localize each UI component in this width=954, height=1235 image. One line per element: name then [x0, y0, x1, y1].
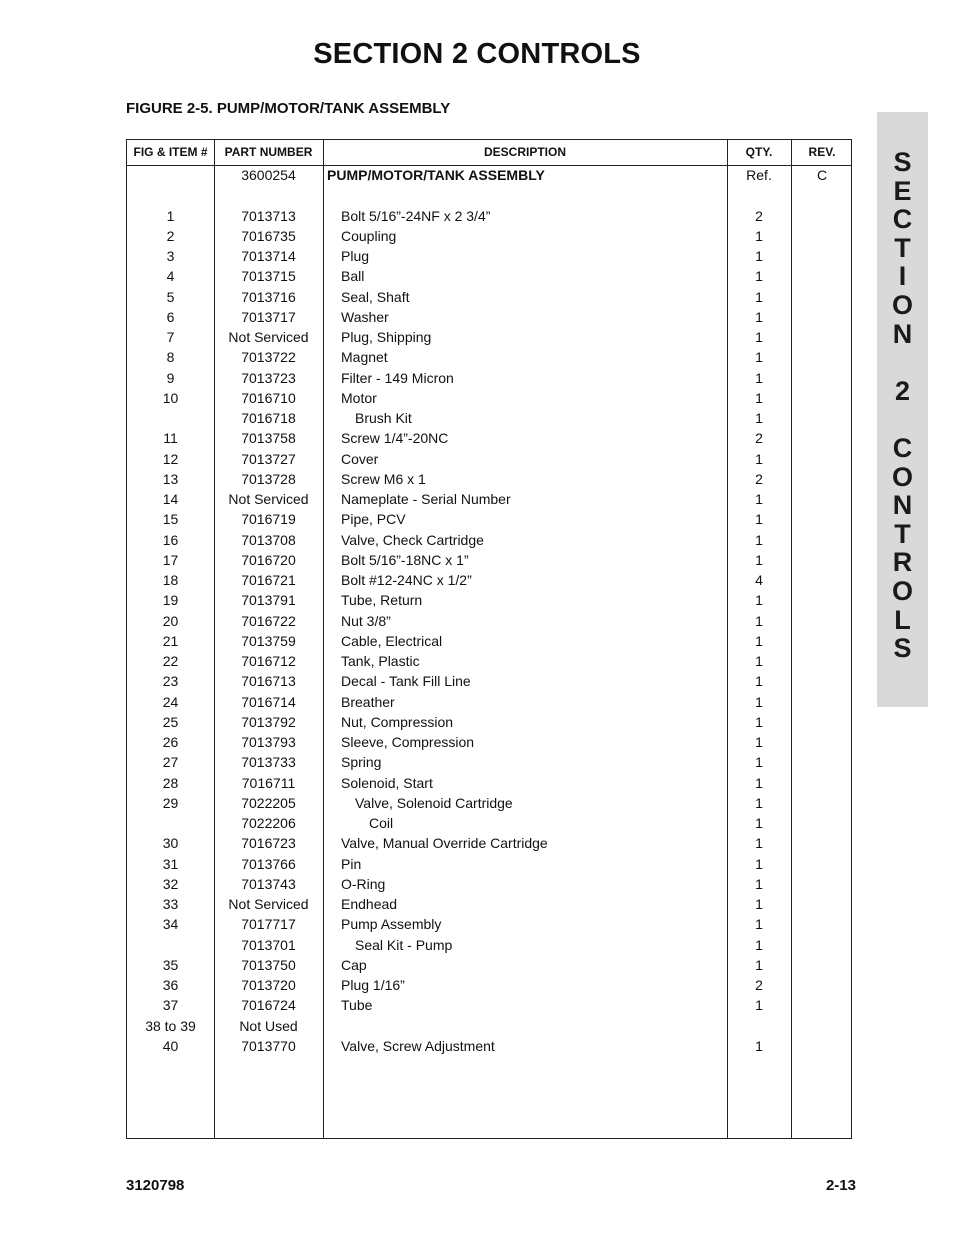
row-qty: 1 — [755, 997, 763, 1014]
row-fig-item: 23 — [162, 673, 179, 690]
row-part-number: 7016718 — [241, 410, 296, 426]
row-fig-item: 5 — [166, 288, 175, 305]
row-rev — [791, 530, 853, 550]
parts-table — [126, 139, 852, 1139]
side-tab-letter: R — [892, 547, 913, 578]
row-rev — [791, 1016, 853, 1036]
row-part-number: 7013770 — [241, 1037, 296, 1054]
row-fig-item: 30 — [162, 835, 179, 852]
row-rev — [791, 1036, 853, 1056]
row-qty: 1 — [755, 916, 763, 933]
side-tab-letter: 2 — [894, 375, 911, 406]
row-description: Breather — [341, 693, 395, 710]
table-row — [127, 813, 851, 833]
row-part-number: 7013759 — [241, 632, 296, 649]
row-description: Valve, Screw Adjustment — [341, 1037, 495, 1054]
row-rev — [791, 854, 853, 874]
row-qty: 1 — [755, 754, 763, 771]
row-fig-item: 1 — [166, 207, 175, 224]
row-fig-item: 9 — [166, 369, 175, 386]
side-tab-letter — [899, 348, 907, 377]
row-qty: 1 — [755, 248, 763, 264]
row-description: Seal Kit - Pump — [355, 936, 453, 953]
row-rev — [791, 692, 853, 712]
row-part-number: 7016714 — [241, 693, 296, 710]
row-rev — [791, 773, 853, 793]
row-description: Seal, Shaft — [341, 288, 410, 305]
row-part-number: 7016721 — [241, 572, 296, 588]
table-row — [127, 611, 851, 631]
table-row — [127, 327, 851, 347]
row-description: Tank, Plastic — [341, 653, 420, 669]
row-fig-item: 4 — [166, 268, 175, 285]
row-qty: 4 — [755, 572, 763, 588]
row-rev — [791, 894, 853, 914]
side-tab-letter: T — [894, 518, 911, 549]
row-rev — [791, 631, 853, 651]
row-qty: 1 — [755, 592, 763, 609]
row-fig-item: 28 — [162, 774, 179, 791]
row-description: Bolt 5/16”-24NF x 2 3/4” — [341, 207, 491, 224]
side-tab-letter: I — [898, 261, 907, 292]
row-rev — [791, 307, 853, 327]
side-tab-letter: O — [891, 289, 913, 320]
row-fig-item: 37 — [162, 997, 179, 1014]
side-tab-letter: O — [891, 575, 913, 606]
row-fig-item — [127, 813, 214, 833]
row-description: PUMP/MOTOR/TANK ASSEMBLY — [327, 167, 545, 183]
table-row — [127, 874, 851, 894]
table-row — [127, 226, 851, 246]
row-description: Washer — [341, 308, 389, 325]
row-fig-item: 34 — [162, 916, 179, 933]
table-row — [127, 732, 851, 752]
row-rev — [791, 793, 853, 813]
row-fig-item: 14 — [162, 491, 179, 507]
row-description: Nut, Compression — [341, 713, 454, 730]
row-part-number: Not Serviced — [228, 491, 309, 507]
row-description: Valve, Solenoid Cartridge — [355, 794, 513, 811]
table-row — [127, 914, 851, 934]
side-tab-letter: S — [893, 147, 912, 177]
row-description: Pin — [341, 855, 362, 872]
row-rev — [791, 955, 853, 975]
row-rev — [791, 347, 853, 367]
row-part-number: Not Serviced — [228, 329, 309, 345]
row-qty — [727, 1016, 791, 1036]
row-qty: 1 — [755, 956, 763, 973]
row-qty: 2 — [755, 977, 763, 993]
page-title: SECTION 2 CONTROLS — [313, 38, 641, 70]
row-qty: 1 — [755, 653, 763, 669]
row-description: Coil — [369, 815, 394, 831]
row-fig-item: 36 — [162, 977, 179, 993]
row-description: Filter - 149 Micron — [341, 369, 454, 386]
row-fig-item: 27 — [162, 754, 179, 771]
row-description: Cap — [341, 956, 367, 973]
row-fig-item — [127, 935, 214, 955]
row-fig-item: 17 — [162, 551, 179, 568]
table-row — [127, 530, 851, 550]
table-row — [127, 1016, 851, 1036]
row-fig-item: 40 — [162, 1037, 179, 1054]
row-description: Screw M6 x 1 — [341, 470, 426, 487]
row-qty: 1 — [755, 288, 763, 305]
row-rev — [791, 611, 853, 631]
row-rev — [791, 206, 853, 226]
row-rev — [791, 469, 853, 489]
table-header-row — [127, 140, 851, 166]
table-row — [127, 287, 851, 307]
row-qty: 1 — [755, 227, 763, 244]
row-qty: 1 — [755, 308, 763, 325]
header-description: DESCRIPTION — [483, 145, 566, 159]
side-tab-letter: C — [892, 432, 913, 463]
row-part-number: 7013750 — [241, 956, 296, 973]
row-qty: 1 — [755, 936, 763, 953]
row-qty: 1 — [755, 734, 763, 750]
row-qty: 1 — [755, 551, 763, 568]
side-tab-letter: T — [894, 232, 911, 263]
row-rev — [791, 935, 853, 955]
row-rev — [791, 489, 853, 509]
row-fig-item: 22 — [162, 653, 179, 669]
row-qty: 1 — [755, 774, 763, 791]
row-fig-item: 7 — [166, 329, 175, 345]
row-qty: Ref. — [746, 167, 772, 183]
table-row — [127, 712, 851, 732]
row-qty: 1 — [755, 491, 763, 507]
row-description: Pipe, PCV — [341, 511, 406, 528]
table-row — [127, 590, 851, 610]
row-rev — [791, 732, 853, 752]
header-qty: QTY. — [745, 145, 773, 159]
row-rev — [791, 914, 853, 934]
row-part-number: 7013714 — [241, 248, 296, 264]
row-fig-item: 38 to 39 — [145, 1017, 196, 1034]
row-part-number: 7013792 — [241, 713, 296, 730]
row-fig-item: 26 — [162, 734, 179, 750]
row-qty: 1 — [755, 410, 763, 426]
row-description: Pump Assembly — [341, 916, 442, 933]
row-fig-item: 31 — [162, 855, 179, 872]
row-part-number: 7013720 — [241, 977, 296, 993]
row-rev — [791, 408, 853, 428]
side-tab-letter: S — [893, 633, 912, 664]
row-description: Solenoid, Start — [341, 774, 433, 791]
row-fig-item: 21 — [162, 632, 179, 649]
row-rev — [791, 712, 853, 732]
row-description: Endhead — [341, 896, 398, 912]
row-rev — [791, 266, 853, 286]
row-description: Plug — [341, 248, 370, 264]
row-fig-item: 33 — [162, 896, 179, 912]
row-part-number: 7022205 — [241, 794, 296, 811]
row-fig-item: 20 — [162, 612, 179, 629]
row-rev: C — [816, 167, 828, 183]
row-part-number: Not Used — [239, 1017, 298, 1034]
row-rev — [791, 246, 853, 266]
row-qty: 1 — [755, 369, 763, 386]
table-row — [127, 692, 851, 712]
row-fig-item: 24 — [162, 693, 179, 710]
row-rev — [791, 509, 853, 529]
figure-title: FIGURE 2-5. PUMP/MOTOR/TANK ASSEMBLY — [126, 100, 451, 117]
row-fig-item: 35 — [162, 956, 179, 973]
row-fig-item: 10 — [162, 389, 179, 406]
row-description: Magnet — [341, 349, 388, 366]
header-part-number: PART NUMBER — [224, 145, 313, 159]
section-side-tab — [877, 112, 928, 707]
row-fig-item — [127, 408, 214, 428]
row-description: Brush Kit — [355, 410, 412, 426]
row-qty: 2 — [755, 470, 763, 487]
row-qty: 1 — [755, 329, 763, 345]
row-part-number: 7016711 — [241, 774, 296, 791]
table-row — [127, 408, 851, 428]
page-number: 2-13 — [825, 1177, 856, 1194]
table-row — [127, 833, 851, 853]
table-row — [127, 935, 851, 955]
side-tab-letters — [877, 148, 928, 663]
row-qty: 1 — [755, 612, 763, 629]
row-part-number: 3600254 — [241, 167, 296, 183]
row-part-number: 7017717 — [241, 916, 296, 933]
row-rev — [791, 813, 853, 833]
table-row — [127, 793, 851, 813]
side-tab-letter: N — [892, 490, 913, 521]
row-qty: 1 — [755, 389, 763, 406]
row-rev — [791, 833, 853, 853]
row-description: O-Ring — [341, 875, 386, 892]
row-qty: 1 — [755, 673, 763, 690]
row-qty: 1 — [755, 450, 763, 467]
row-qty: 1 — [755, 713, 763, 730]
row-rev — [791, 368, 853, 388]
row-rev — [791, 428, 853, 448]
table-row — [127, 752, 851, 772]
row-description: Tube — [341, 997, 373, 1014]
row-description — [323, 1016, 727, 1036]
row-rev — [791, 995, 853, 1015]
row-fig-item: 29 — [162, 794, 179, 811]
table-row — [127, 449, 851, 469]
row-fig-item: 6 — [166, 308, 175, 325]
side-tab-letter: E — [893, 175, 912, 206]
row-fig-item: 16 — [162, 531, 179, 548]
table-row — [127, 347, 851, 367]
row-part-number: 7013722 — [241, 349, 296, 366]
row-description: Decal - Tank Fill Line — [341, 673, 471, 690]
row-description: Cable, Electrical — [341, 632, 443, 649]
row-part-number: 7013733 — [241, 754, 296, 771]
row-part-number: 7016713 — [241, 673, 296, 690]
row-fig-item: 32 — [162, 875, 179, 892]
row-part-number: 7016724 — [241, 997, 296, 1014]
document-number: 3120798 — [126, 1177, 185, 1194]
table-row — [127, 206, 851, 226]
row-part-number: 7013701 — [241, 936, 296, 953]
table-row — [127, 266, 851, 286]
side-tab-letter: N — [892, 318, 913, 349]
row-fig-item: 11 — [163, 430, 178, 447]
row-fig-item: 15 — [162, 511, 179, 528]
table-row — [127, 975, 851, 995]
table-row — [127, 773, 851, 793]
table-row — [127, 651, 851, 671]
header-fig-item: FIG & ITEM # — [133, 145, 208, 159]
row-rev — [791, 752, 853, 772]
row-part-number: 7016712 — [241, 653, 296, 669]
row-fig-item: 25 — [162, 713, 179, 730]
table-row — [127, 489, 851, 509]
row-description: Motor — [341, 389, 377, 406]
row-qty: 1 — [755, 835, 763, 852]
table-row — [127, 428, 851, 448]
row-qty: 1 — [755, 632, 763, 649]
row-qty: 1 — [755, 349, 763, 366]
row-description: Bolt 5/16”-18NC x 1” — [341, 551, 469, 568]
table-row — [127, 955, 851, 975]
row-qty: 1 — [755, 693, 763, 710]
row-part-number: 7013713 — [241, 207, 296, 224]
row-part-number: 7016722 — [241, 612, 296, 629]
row-description: Nameplate - Serial Number — [341, 491, 511, 507]
table-row — [127, 307, 851, 327]
side-tab-letter: L — [894, 604, 911, 635]
table-row — [127, 368, 851, 388]
header-rev: REV. — [808, 145, 836, 159]
side-tab-letter: O — [891, 461, 913, 492]
table-row — [127, 469, 851, 489]
row-description: Nut 3/8” — [341, 612, 391, 629]
row-description: Valve, Manual Override Cartridge — [341, 835, 548, 852]
row-part-number: 7016710 — [241, 389, 296, 406]
row-qty: 1 — [755, 896, 763, 912]
table-spacer-row — [127, 185, 851, 205]
row-part-number: 7013791 — [241, 592, 296, 609]
row-part-number: 7013715 — [241, 268, 296, 285]
row-description: Valve, Check Cartridge — [341, 531, 484, 548]
row-part-number: Not Serviced — [228, 896, 309, 912]
row-qty: 1 — [755, 794, 763, 811]
row-part-number: 7013708 — [241, 531, 296, 548]
row-description: Coupling — [341, 227, 397, 244]
row-part-number: 7013727 — [241, 450, 296, 467]
row-description: Spring — [341, 754, 382, 771]
row-qty: 2 — [755, 207, 763, 224]
row-rev — [791, 327, 853, 347]
row-qty: 1 — [755, 815, 763, 831]
table-row — [127, 509, 851, 529]
table-row — [127, 165, 851, 185]
row-rev — [791, 226, 853, 246]
table-row — [127, 671, 851, 691]
row-rev — [791, 671, 853, 691]
row-rev — [791, 550, 853, 570]
row-fig-item: 19 — [162, 592, 179, 609]
row-part-number: 7016720 — [241, 551, 296, 568]
table-row — [127, 388, 851, 408]
row-rev — [791, 975, 853, 995]
row-description: Plug 1/16” — [341, 977, 405, 993]
row-qty: 1 — [755, 511, 763, 528]
table-row — [127, 894, 851, 914]
row-part-number: 7016735 — [241, 227, 296, 244]
row-description: Screw 1/4”-20NC — [341, 430, 449, 447]
row-rev — [791, 287, 853, 307]
row-description: Ball — [341, 268, 365, 285]
row-part-number: 7016723 — [241, 835, 296, 852]
row-qty: 1 — [755, 268, 763, 285]
row-part-number: 7013758 — [241, 430, 296, 447]
row-rev — [791, 651, 853, 671]
row-fig-item: 2 — [166, 227, 175, 244]
row-fig-item: 13 — [162, 470, 179, 487]
row-fig-item: 18 — [162, 572, 179, 588]
row-description: Tube, Return — [341, 592, 423, 609]
table-row — [127, 246, 851, 266]
row-part-number: 7013717 — [241, 308, 296, 325]
table-row — [127, 550, 851, 570]
row-part-number: 7013743 — [241, 875, 296, 892]
row-rev — [791, 570, 853, 590]
row-description: Plug, Shipping — [341, 329, 432, 345]
row-part-number: 7013723 — [241, 369, 296, 386]
row-part-number: 7022206 — [241, 815, 296, 831]
table-row — [127, 854, 851, 874]
row-qty: 1 — [755, 855, 763, 872]
row-rev — [791, 590, 853, 610]
table-row — [127, 631, 851, 651]
row-qty: 2 — [755, 430, 763, 447]
table-row — [127, 995, 851, 1015]
row-description: Cover — [341, 450, 379, 467]
row-fig-item: 3 — [166, 248, 175, 264]
table-row — [127, 570, 851, 590]
row-rev — [791, 388, 853, 408]
side-tab-letter — [899, 405, 907, 434]
row-part-number: 7013793 — [241, 734, 296, 750]
row-qty: 1 — [755, 875, 763, 892]
row-fig-item: 12 — [162, 450, 179, 467]
row-fig-item: 8 — [166, 349, 175, 366]
row-rev — [791, 874, 853, 894]
table-row — [127, 1036, 851, 1056]
row-part-number: 7013728 — [241, 470, 296, 487]
row-part-number: 7016719 — [241, 511, 296, 528]
row-qty: 1 — [755, 1037, 763, 1054]
row-description: Bolt #12-24NC x 1/2” — [341, 572, 472, 588]
side-tab-letter: C — [892, 204, 913, 235]
row-fig-item — [127, 165, 214, 185]
row-part-number: 7013766 — [241, 855, 296, 872]
row-qty: 1 — [755, 531, 763, 548]
row-part-number: 7013716 — [241, 288, 296, 305]
row-rev — [791, 449, 853, 469]
row-description: Sleeve, Compression — [341, 734, 475, 750]
